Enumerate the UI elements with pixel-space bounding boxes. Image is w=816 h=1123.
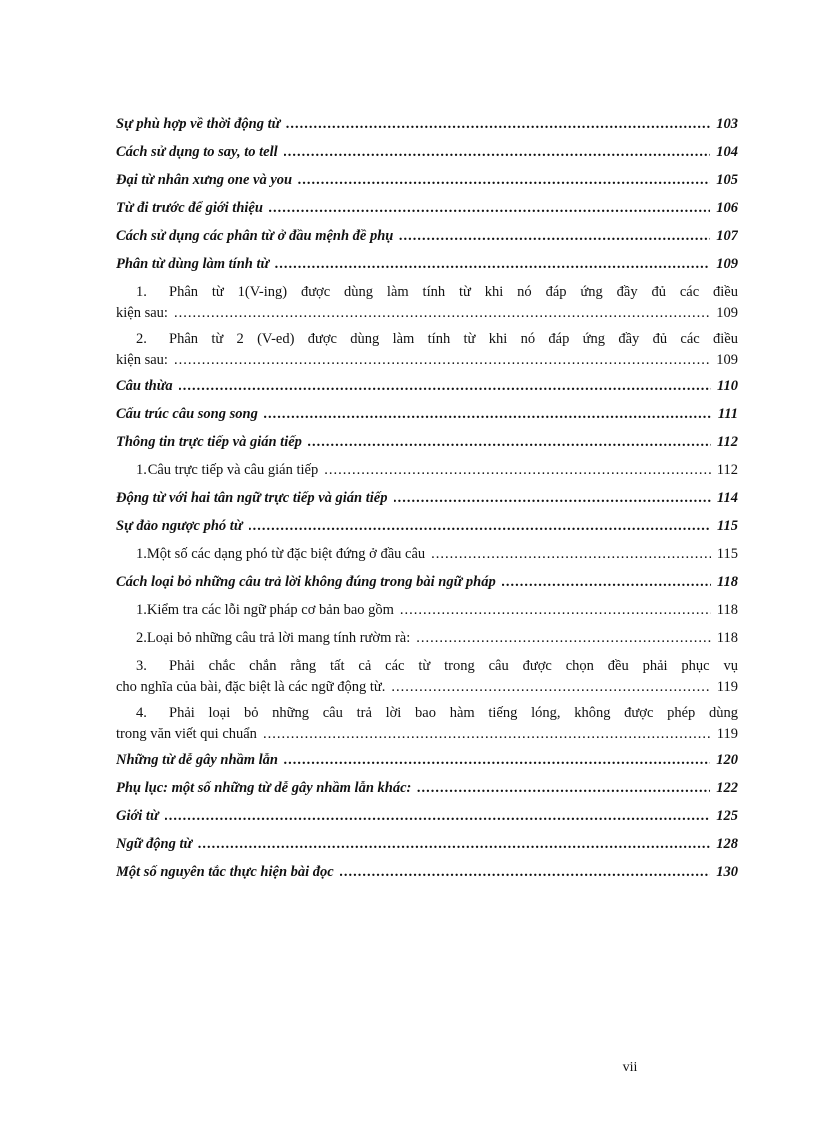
toc-entry-page: 119 [716, 726, 738, 742]
dot-leader [174, 303, 710, 323]
dot-leader [324, 460, 711, 480]
dot-leader [269, 198, 710, 218]
toc-entry-page: 112 [717, 434, 738, 450]
toc-entry-title: Những từ dễ gây nhầm lẫn [116, 752, 278, 768]
dot-leader [340, 862, 711, 882]
toc-entry-title: Động từ với hai tân ngữ trực tiếp và gián tiếp [116, 490, 388, 506]
toc-entry[interactable] [116, 862, 738, 890]
toc-entry-title-continued: cho nghĩa của bài, đặc biệt là các ngữ động từ. [116, 679, 386, 695]
toc-entry-number: 2. [136, 331, 147, 347]
toc-entry[interactable] [116, 376, 738, 404]
toc-entry-title: Thông tin trực tiếp và gián tiếp [116, 434, 302, 450]
toc-entry-title-continued: kiện sau: [116, 305, 168, 321]
toc-entry-title: Cấu trúc câu song song [116, 406, 258, 422]
toc-entry[interactable] [116, 488, 738, 516]
toc-entry-number: 1. [136, 284, 147, 300]
toc-entry-page: 115 [716, 546, 738, 562]
toc-entry-title: Đại từ nhân xưng one và you [116, 172, 293, 188]
dot-leader [165, 806, 711, 826]
toc-entry[interactable] [116, 544, 738, 572]
dot-leader [249, 516, 712, 536]
toc-entry-page: 112 [716, 462, 738, 478]
toc-entry-title: Kiểm tra các lỗi ngữ pháp cơ bản bao gồm [146, 602, 394, 618]
toc-entry-title: Cách sử dụng to say, to tell [116, 144, 278, 160]
toc-entry-title: Phải chắc chắn rằng tất cả các từ trong câu được chọn đều phải phục vụ [169, 658, 738, 674]
toc-entry-title: Sự phù hợp về thời động từ [116, 116, 281, 132]
toc-entry[interactable] [116, 656, 738, 703]
dot-leader [264, 404, 712, 424]
toc-entry[interactable] [116, 198, 738, 226]
toc-entry[interactable] [116, 628, 738, 656]
toc-entry[interactable] [116, 572, 738, 600]
toc-entry-title: Phải loại bỏ những câu trả lời bao hàm tiếng lóng, không được phép dùng [169, 705, 738, 721]
toc-entry-title: Một số các dạng phó từ đặc biệt đứng ở đầu câu [146, 546, 426, 562]
toc-entry-title: Phân từ 2 (V-ed) được dùng làm tính từ khi nó đáp ứng đầy đủ các điều [169, 331, 738, 347]
dot-leader [400, 600, 711, 620]
toc-entry-page: 128 [716, 836, 738, 852]
dot-leader [263, 724, 711, 744]
dot-leader [417, 778, 710, 798]
page-number: vii [622, 1060, 638, 1075]
toc-entry-title: Loại bỏ những câu trả lời mang tính rườm rà: [146, 630, 411, 646]
toc-entry[interactable] [116, 404, 738, 432]
toc-entry-page: 120 [716, 752, 738, 768]
dot-leader [431, 544, 711, 564]
toc-entry[interactable] [116, 703, 738, 750]
toc-entry[interactable] [116, 600, 738, 628]
toc-entry[interactable] [116, 254, 738, 282]
toc-entry[interactable] [116, 432, 738, 460]
toc-entry[interactable] [116, 114, 738, 142]
toc-entry-page: 109 [716, 305, 738, 321]
dot-leader [399, 226, 710, 246]
table-of-contents [116, 114, 738, 890]
toc-entry-page: 109 [716, 256, 738, 272]
toc-entry-page: 122 [716, 780, 738, 796]
toc-entry-number: 1. [136, 602, 147, 618]
dot-leader [179, 376, 711, 396]
toc-entry[interactable] [116, 834, 738, 862]
toc-entry[interactable] [116, 778, 738, 806]
toc-entry-page: 119 [716, 679, 738, 695]
toc-entry-number: 3. [136, 658, 147, 674]
dot-leader [502, 572, 711, 592]
dot-leader [275, 254, 710, 274]
dot-leader [284, 750, 710, 770]
toc-entry[interactable] [116, 329, 738, 376]
toc-entry-number: 4. [136, 705, 147, 721]
toc-entry-page: 107 [716, 228, 738, 244]
toc-entry-page: 114 [717, 490, 738, 506]
dot-leader [416, 628, 711, 648]
toc-entry[interactable] [116, 142, 738, 170]
toc-entry-title: Sự đảo ngược phó từ [116, 518, 243, 534]
toc-entry-page: 105 [716, 172, 738, 188]
toc-entry-title: Phụ lục: một số những từ dễ gây nhầm lẫn khác: [116, 780, 412, 796]
toc-entry-number: 1. [136, 462, 147, 478]
toc-entry-page: 106 [716, 200, 738, 216]
toc-entry-number: 2. [136, 630, 147, 646]
toc-entry-page: 110 [717, 378, 738, 394]
toc-entry[interactable] [116, 460, 738, 488]
toc-entry-title: Cách sử dụng các phân từ ở đầu mệnh đề phụ [116, 228, 394, 244]
dot-leader [298, 170, 710, 190]
toc-entry-title: Giới từ [116, 808, 159, 824]
toc-entry-title: Cách loại bỏ những câu trả lời không đúng trong bài ngữ pháp [116, 574, 496, 590]
toc-entry-title: Phân từ dùng làm tính từ [116, 256, 270, 272]
toc-entry-page: 115 [717, 518, 738, 534]
toc-entry-title: Câu trực tiếp và câu gián tiếp [147, 462, 319, 478]
toc-entry-page: 118 [716, 602, 738, 618]
toc-entry-title: Phân từ 1(V-ing) được dùng làm tính từ khi nó đáp ứng đầy đủ các điều [169, 284, 738, 300]
dot-leader [286, 114, 710, 134]
toc-entry-page: 103 [716, 116, 738, 132]
dot-leader [174, 350, 710, 370]
toc-entry-page: 109 [716, 352, 738, 368]
toc-entry-title: Từ đi trước để giới thiệu [116, 200, 263, 216]
dot-leader [394, 488, 712, 508]
toc-entry[interactable] [116, 226, 738, 254]
toc-entry[interactable] [116, 750, 738, 778]
toc-entry-title: Câu thừa [116, 378, 173, 394]
dot-leader [308, 432, 711, 452]
toc-entry-page: 125 [716, 808, 738, 824]
dot-leader [391, 677, 710, 697]
dot-leader [284, 142, 711, 162]
toc-entry-title-continued: trong văn viết qui chuẩn [116, 726, 257, 742]
toc-entry[interactable] [116, 282, 738, 329]
toc-entry-title: Một số nguyên tắc thực hiện bài đọc [116, 864, 334, 880]
toc-entry-number: 1. [136, 546, 147, 562]
dot-leader [198, 834, 710, 854]
toc-entry-title: Ngữ động từ [116, 836, 193, 852]
toc-entry-page: 130 [716, 864, 738, 880]
toc-entry-page: 118 [716, 630, 738, 646]
toc-entry[interactable] [116, 516, 738, 544]
toc-entry-page: 104 [716, 144, 738, 160]
toc-entry[interactable] [116, 806, 738, 834]
toc-entry-page: 111 [717, 406, 738, 422]
toc-entry-page: 118 [717, 574, 738, 590]
toc-entry[interactable] [116, 170, 738, 198]
toc-entry-title-continued: kiện sau: [116, 352, 168, 368]
